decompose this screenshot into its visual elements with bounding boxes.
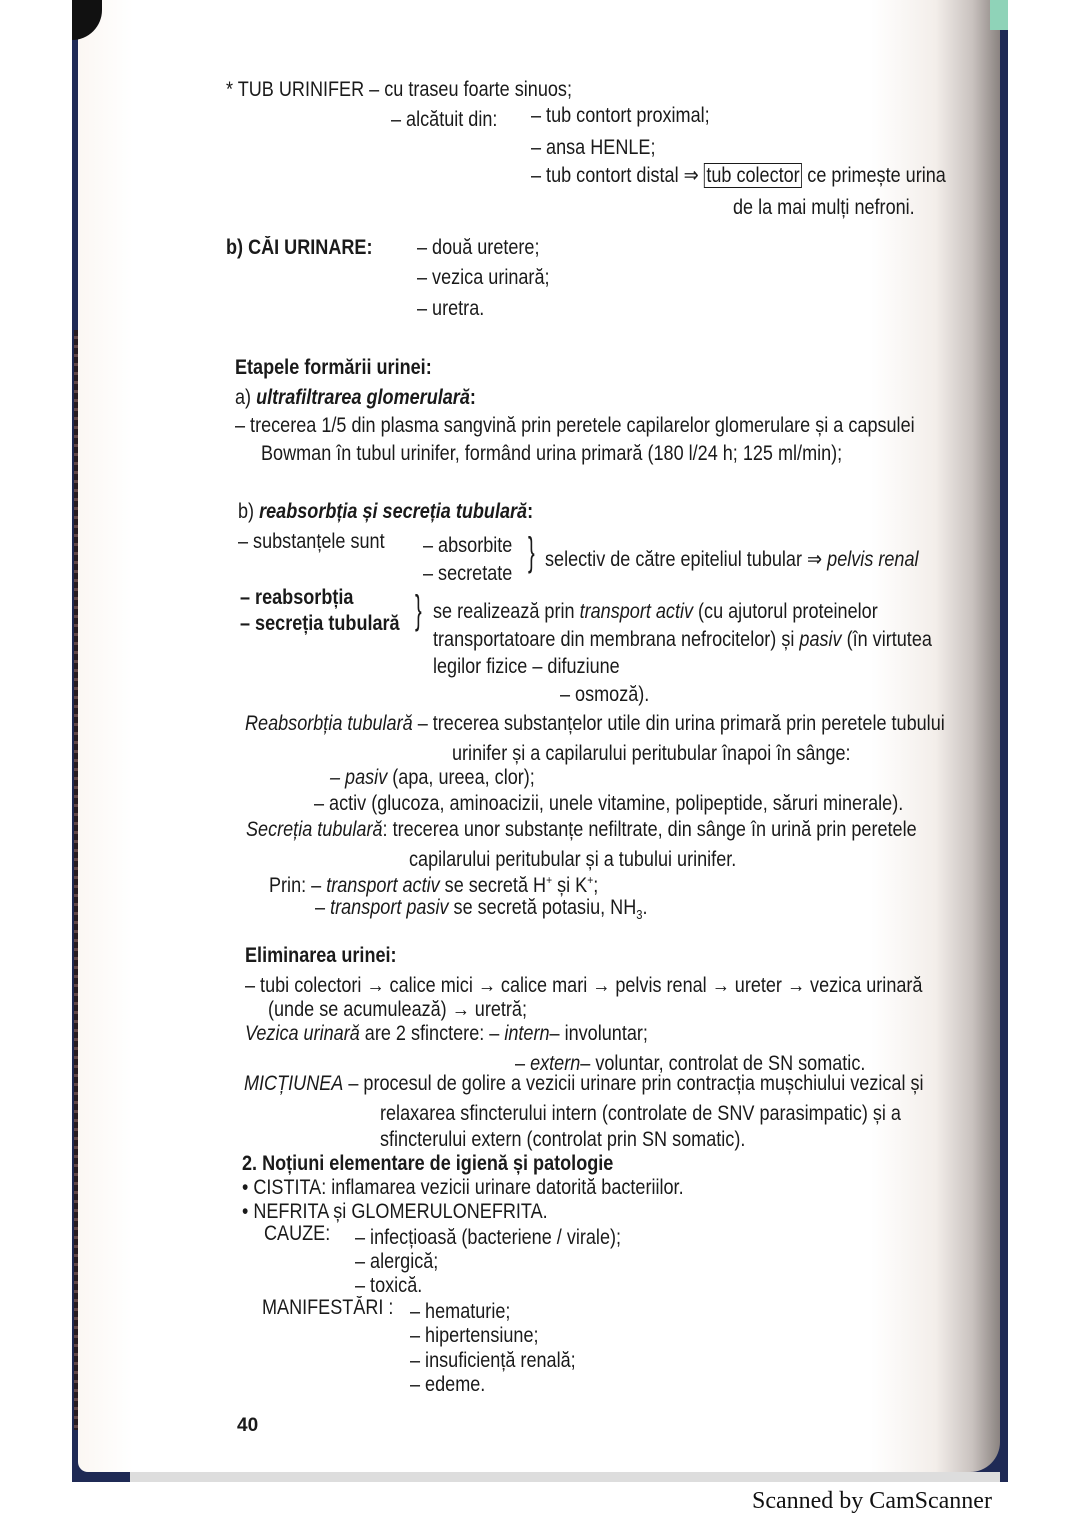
paragraph-line: se realizează prin transport activ (cu ajutorul proteinelor	[433, 600, 878, 623]
list-item: – insuficiență renală;	[410, 1349, 576, 1372]
definition-line: capilarului peritubular și a tubului urinifer.	[409, 848, 737, 871]
book-page	[78, 0, 1000, 1472]
substances-label: – substanțele sunt	[238, 530, 385, 553]
list-item: • NEFRITA și GLOMERULONEFRITA.	[242, 1200, 548, 1223]
section-heading: 2. Noțiuni elementare de igienă și patologie	[242, 1152, 614, 1175]
cai-urinare-label: b) CĂI URINARE:	[226, 236, 373, 259]
subsection-heading: a) ultrafiltrarea glomerulară:	[235, 386, 476, 409]
tub-urinifer-composition: – alcătuit din:	[391, 108, 498, 131]
list-item: – tub contort proximal;	[531, 104, 710, 127]
list-item: – vezica urinară;	[417, 266, 550, 289]
causes-label: CAUZE:	[264, 1222, 331, 1245]
paragraph-line: – extern– voluntar, controlat de SN somatic.	[515, 1052, 866, 1075]
scanner-watermark: Scanned by CamScanner	[752, 1488, 992, 1514]
page-number: 40	[237, 1415, 259, 1436]
list-item: – edeme.	[410, 1373, 486, 1396]
paragraph-line: (unde se acumulează) → uretră;	[268, 998, 527, 1021]
brace-icon: }	[415, 588, 422, 632]
list-item: – uretra.	[417, 297, 485, 320]
paragraph-line: – osmoză).	[560, 683, 650, 706]
definition-line: Secreția tubulară: trecerea unor substanțe nefiltrate, din sânge în urină prin peretele	[246, 818, 917, 841]
paragraph-line: selectiv de către epiteliul tubular ⇒ pelvis renal	[545, 548, 919, 571]
page-bottom-strip	[130, 1472, 1000, 1482]
paragraph-line: – tubi colectori → calice mici → calice mari → pelvis renal → ureter → vezica urinară	[245, 974, 923, 997]
section-heading: Eliminarea urinei:	[245, 944, 397, 967]
list-item: – toxică.	[355, 1274, 423, 1297]
list-item: – hipertensiune;	[410, 1324, 539, 1347]
definition-line: MICȚIUNEA – procesul de golire a vezicii urinare prin contracția mușchiului vezical și	[244, 1072, 924, 1095]
section-heading: Etapele formării urinei:	[235, 356, 432, 379]
scan-corner	[990, 0, 1008, 30]
subsection-heading: b) reabsorbția și secreția tubulară:	[238, 500, 534, 523]
paragraph-line: – trecerea 1/5 din plasma sangvină prin peretele capilarelor glomerulare și a capsulei	[235, 414, 915, 437]
list-item: – reabsorbția	[240, 586, 354, 609]
list-item: – hematurie;	[410, 1300, 511, 1323]
definition-line: urinifer și a capilarului peritubular înapoi în sânge:	[452, 742, 851, 765]
list-item: – ansa HENLE;	[531, 136, 656, 159]
list-item: – tub contort distal ⇒ tub colector ce primește urina	[531, 164, 946, 187]
definition-line: sfincterului extern (controlat prin SN somatic).	[380, 1128, 746, 1151]
list-item-continuation: de la mai mulți nefroni.	[733, 196, 915, 219]
list-item: – infecțioasă (bacteriene / virale);	[355, 1226, 622, 1249]
list-item: – transport pasiv se secretă potasiu, $NH_3$.	[315, 896, 648, 923]
boxed-term: tub colector	[704, 163, 803, 188]
list-item: – două uretere;	[417, 236, 540, 259]
list-item: Prin: – transport activ se secretă H+ și K+;	[269, 873, 599, 897]
definition-line: Reabsorbția tubulară – trecerea substanțelor utile din urina primară prin peretele tubului	[245, 712, 945, 735]
definition-line: relaxarea sfincterului intern (controlate de SNV parasimpatic) și a	[380, 1102, 901, 1125]
paragraph-line: transportatoare din membrana nefrocitelor) și pasiv (în virtutea	[433, 628, 932, 651]
list-item: – pasiv (apa, ureea, clor);	[330, 766, 535, 789]
tub-urinifer-heading: * TUB URINIFER – cu traseu foarte sinuos;	[226, 78, 572, 101]
list-item: – secreția tubulară	[240, 612, 400, 635]
list-item: • CISTITA: inflamarea vezicii urinare datorită bacteriilor.	[242, 1176, 684, 1199]
paragraph-line: Bowman în tubul urinifer, formând urina primară (180 l/24 h; 125 ml/min);	[261, 442, 843, 465]
list-item: – activ (glucoza, aminoacizii, unele vitamine, polipeptide, săruri minerale).	[314, 792, 904, 815]
page-binding-edge	[74, 330, 78, 1430]
brace-icon: }	[528, 530, 535, 574]
list-item: – absorbite	[423, 534, 513, 557]
list-item: – alergică;	[355, 1250, 439, 1273]
paragraph-line: Vezica urinară are 2 sfinctere: – intern– involuntar;	[245, 1022, 648, 1045]
manifestations-label: MANIFESTĂRI :	[262, 1296, 394, 1319]
list-item: – secretate	[423, 562, 513, 585]
paragraph-line: legilor fizice – difuziune	[433, 655, 620, 678]
